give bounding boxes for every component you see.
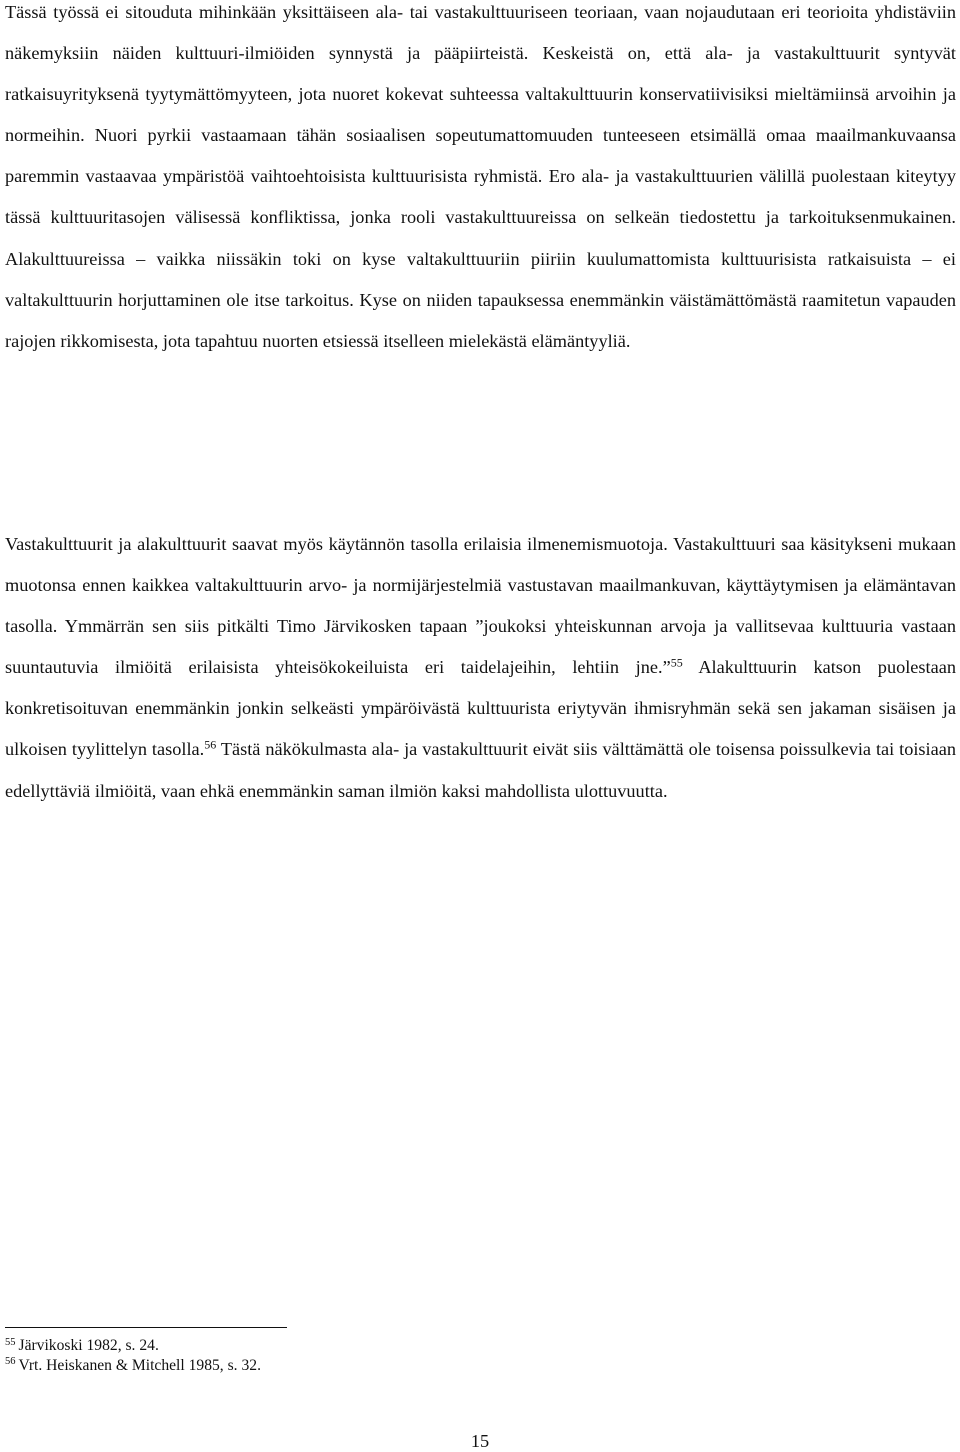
footnote-text: Järvikoski 1982, s. 24.	[18, 1337, 159, 1354]
footnote-reference[interactable]: 56	[204, 737, 217, 752]
body-paragraph	[5, 524, 956, 812]
footnote-number: 56	[5, 1356, 16, 1368]
footnote-text: Vrt. Heiskanen & Mitchell 1985, s. 32.	[18, 1356, 261, 1374]
footnote-separator	[5, 1327, 287, 1328]
footnote	[5, 1336, 905, 1356]
footnote-number: 55	[5, 1336, 16, 1348]
footnote-reference[interactable]: 55	[670, 655, 683, 670]
paragraph-text: Tästä näkökulmasta ala- ja vastakulttuurit eivät siis välttämättä ole toisensa poissulkevia tai toisiaan edellyttäviä ilmiöitä, vaan ehkä enemmänkin saman ilmiön kaksi mahdollista ulottuvuutta.	[5, 739, 956, 801]
paragraph-text: Vastakulttuurit ja alakulttuurit saavat myös käytännön tasolla erilaisia ilmenemismuotoja. Vastakulttuuri saa käsitykseni mukaan muotonsa ennen kaikkea valtakulttuurin arvo- ja normijärjestelmiä vastustavan maailmankuvan, käyttäytymisen ja elämäntavan tasolla. Ymmärrän sen siis pitkälti Timo Järvikosken tapaan ”joukoksi yhteiskunnan arvoja ja vallitsevaa kulttuuria vastaan suuntautuvia ilmiöitä erilaisista yhteisökokeiluista eri taidelajeihin, lehtiin jne.”	[5, 534, 956, 678]
footnotes	[5, 1336, 905, 1375]
page-number: 15	[470, 1431, 490, 1451]
footnote	[5, 1356, 905, 1376]
paragraph-text: Alakulttuurin katson puolestaan konkretisoituvan enemmänkin jonkin selkeästi ympäröivästä kulttuurista eriytyvän ihmisryhmän sekä sen jakaman sisäisen ja ulkoisen tyylittelyn tasolla.	[5, 657, 956, 760]
body-paragraph: Tässä työssä ei sitouduta mihinkään yksittäiseen ala- tai vastakulttuuriseen teoriaan, vaan nojaudutaan eri teorioita yhdistäviin näkemyksiin näiden kulttuuri-ilmiöiden synnystä ja pääpiirteistä. Keskeistä on, että ala- ja vastakulttuurit syntyvät ratkaisuyrityksenä tyytymättömyyteen, jota nuoret kokevat suhteessa valtakulttuurin konservatiivisiksi mieltämiinsä arvoihin ja normeihin. Nuori pyrkii vastaamaan tähän sosiaalisen sopeutumattomuuden tunteeseen etsimällä omaa maailmankuvaansa paremmin vastaavaa ympäristöä vaihtoehtoisista kulttuurisista ryhmistä. Ero ala- ja vastakulttuurien välillä puolestaan kiteytyy tässä kulttuuritasojen välisessä konfliktissa, jonka rooli vastakulttuureissa on selkeän tiedostettu ja tarkoituksenmukainen. Alakulttuureissa – vaikka niissäkin toki on kyse valtakulttuuriin piiriin kuulumattomista kulttuurisista ratkaisuista – ei valtakulttuurin horjuttaminen ole itse tarkoitus. Kyse on niiden tapauksessa enemmänkin väistämättömästä raamitetun vapauden rajojen rikkomisesta, jota tapahtuu nuorten etsiessä itselleen mielekästä elämäntyyliä.	[5, 2, 956, 351]
